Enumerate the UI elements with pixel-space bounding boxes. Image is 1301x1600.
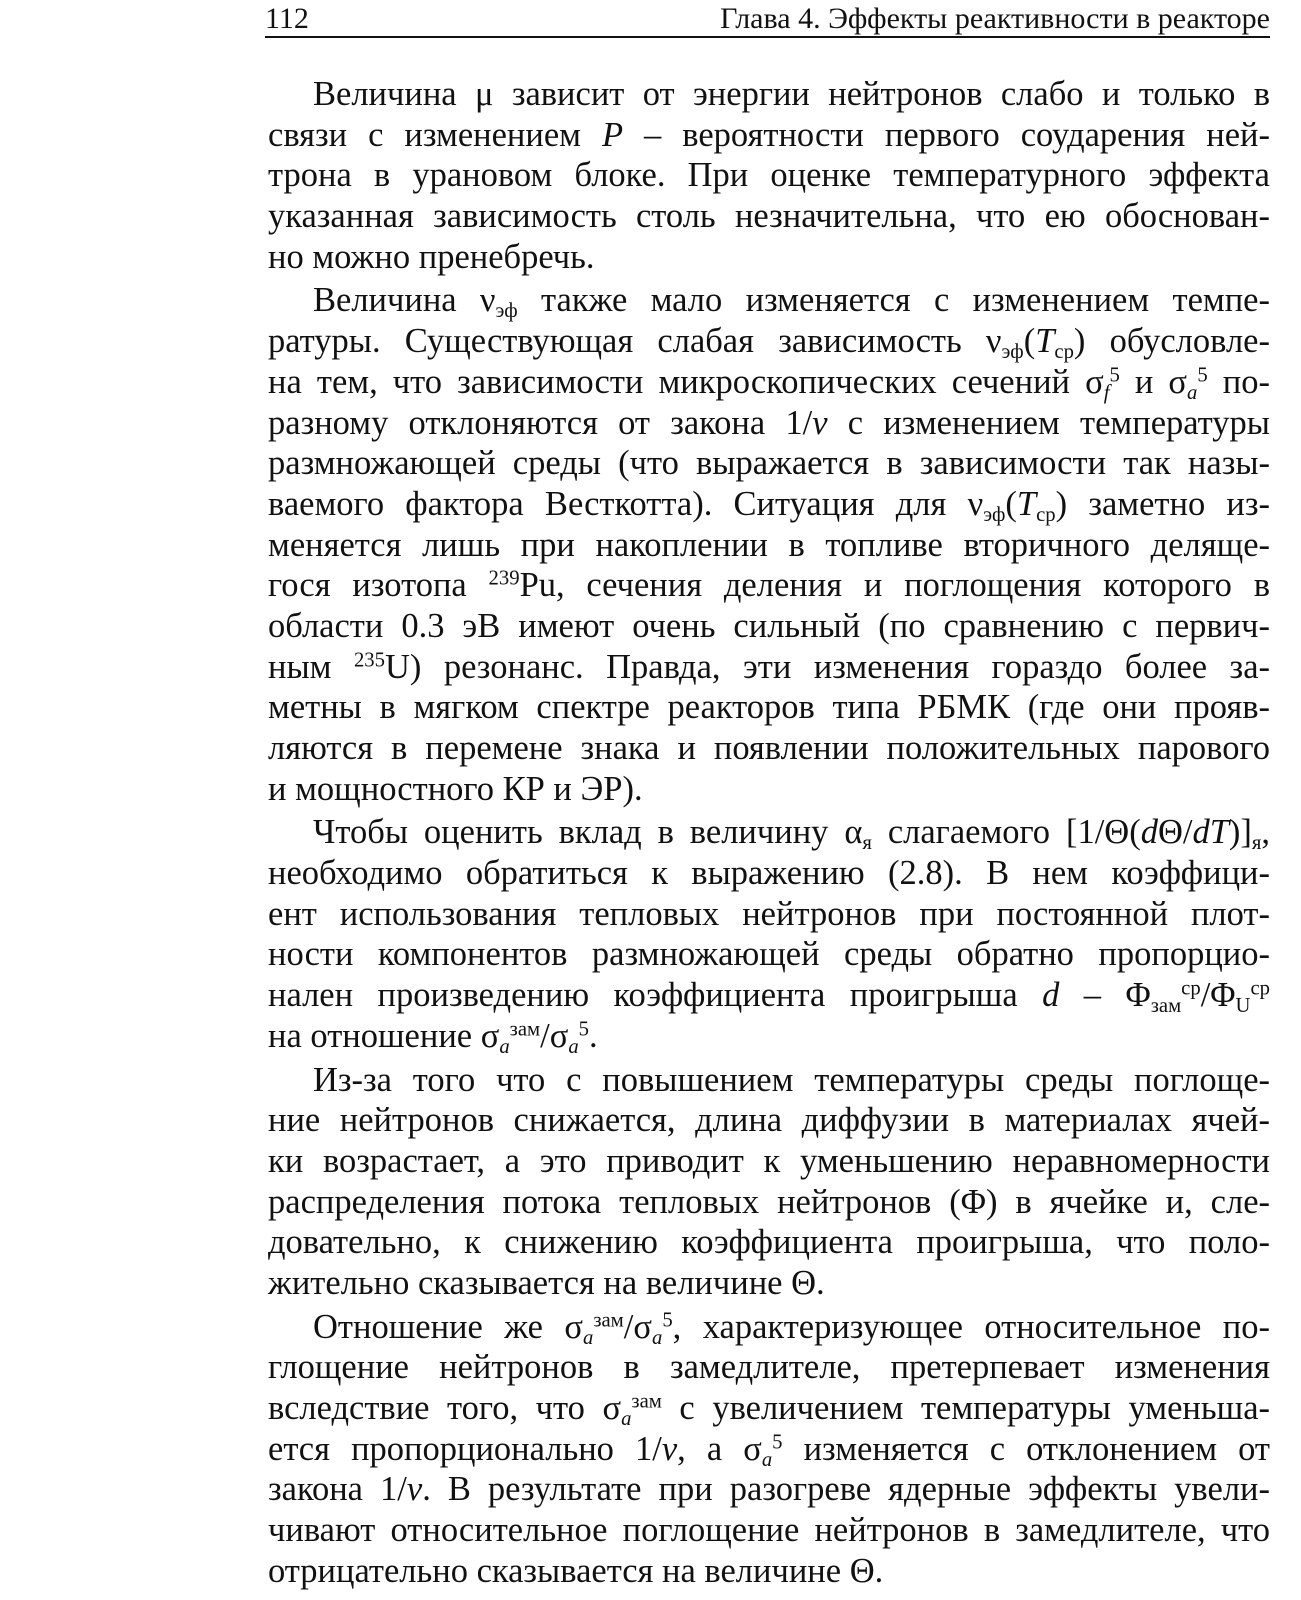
text-line: ным $^{235}$U) резонанс. Правда, эти изменения гораздо более за- xyxy=(268,647,1270,686)
text-line: необходимо обратиться к выражению (2.8). В нем коэффици- xyxy=(268,854,1270,893)
text-line: ент использования тепловых нейтронов при постоянной плот- xyxy=(268,894,1270,933)
text-line: ности компонентов размножающей среды обратно пропорцио- xyxy=(268,935,1270,974)
text-line: распределения потока тепловых нейтронов (Φ) в ячейке и, сле- xyxy=(268,1182,1270,1221)
text-line: Отношение же $\sigma_a^{зам}/\sigma_a^5$, характеризующее относительное по- xyxy=(313,1307,1270,1349)
text-line: закона 1/v. В результате при разогреве ядерные эффекты увели- xyxy=(268,1470,1270,1509)
text-line: глощение нейтронов в замедлителе, претерпевает изменения xyxy=(268,1348,1270,1387)
paragraph-2 xyxy=(268,280,1270,809)
text-line: указанная зависимость столь незначительна, что ею обоснован- xyxy=(268,197,1270,236)
text-line: Величина $\nu_{эф}$ также мало изменяется с изменением темпе- xyxy=(313,281,1270,323)
text-line: области 0.3 эВ имеют очень сильный (по сравнению с первич- xyxy=(268,606,1270,645)
text-line: на отношение $\sigma_a^{зам}/\sigma_a^5$. xyxy=(268,1016,598,1059)
text-line: ратуры. Существующая слабая зависимость $\nu_{эф}(T_{ср})$ обусловле- xyxy=(268,322,1270,364)
text-line: нален произведению коэффициента проигрыша d – $\Phi_{зам}^{ср}/\Phi_U^{ср}$ xyxy=(268,976,1270,1018)
text-line: размножающей среды (что выражается в зависимости так назы- xyxy=(268,444,1270,483)
text-line: Чтобы оценить вклад в величину $\alpha_я$ слагаемого $[1/\Theta(d\Theta/dT)]_я$, xyxy=(313,813,1271,855)
text-line: ние нейтронов снижается, длина диффузии в материалах ячей- xyxy=(268,1101,1270,1140)
text-line: жительно сказывается на величине Θ. xyxy=(268,1263,825,1302)
text-line: связи с изменением P – вероятности первого соударения ней- xyxy=(268,115,1271,154)
text-line: Величина μ зависит от энергии нейтронов слабо и только в xyxy=(313,75,1270,113)
page-number: 112 xyxy=(265,2,309,35)
page-header xyxy=(265,2,1270,38)
paragraph-4 xyxy=(268,1060,1270,1304)
paragraph-1 xyxy=(268,74,1270,277)
text-line: ляются в перемене знака и появлении положительных парового xyxy=(268,729,1270,767)
paragraph-3 xyxy=(268,812,1271,1059)
paragraph-5 xyxy=(268,1307,1270,1592)
text-line: вследствие того, что $\sigma_a^{зам}$ с увеличением температуры уменьша- xyxy=(268,1389,1270,1431)
text-line: ки возрастает, а это приводит к уменьшению неравномерности xyxy=(268,1141,1270,1180)
text-line: ваемого фактора Весткотта). Ситуация для $\nu_{эф}(T_{ср})$ заметно из- xyxy=(268,484,1270,527)
text-line: меняется лишь при накоплении в топливе вторичного деляще- xyxy=(268,525,1270,564)
text-line: разному отклоняются от закона 1/v с изменением температуры xyxy=(268,403,1270,442)
text-line: метны в мягком спектре реакторов типа РБМК (где они прояв- xyxy=(268,688,1270,727)
text-line: трона в урановом блоке. При оценке температурного эффекта xyxy=(268,156,1270,195)
text-line: на тем, что зависимости микроскопических сечений $\sigma_f^5$ и $\sigma_a^5$ по- xyxy=(268,362,1271,405)
running-title: Глава 4. Эффекты реактивности в реакторе xyxy=(720,2,1270,35)
text-line: чивают относительное поглощение нейтронов в замедлителе, что xyxy=(268,1511,1270,1550)
text-line: отрицательно сказывается на величине Θ. xyxy=(268,1551,884,1590)
text-line: и мощностного КР и ЭР). xyxy=(268,769,643,808)
page-body xyxy=(268,74,1270,1591)
text-line: гося изотопа $^{239}$Pu, сечения деления и поглощения которого в xyxy=(268,566,1270,605)
text-line: довательно, к снижению коэффициента проигрыша, что поло- xyxy=(268,1223,1270,1262)
text-line: ется пропорционально 1/v, а $\sigma_a^5$ изменяется с отклонением от xyxy=(268,1429,1270,1471)
text-line: но можно пренебречь. xyxy=(268,237,595,276)
text-line: Из-за того что с повышением температуры среды поглоще- xyxy=(313,1060,1270,1099)
